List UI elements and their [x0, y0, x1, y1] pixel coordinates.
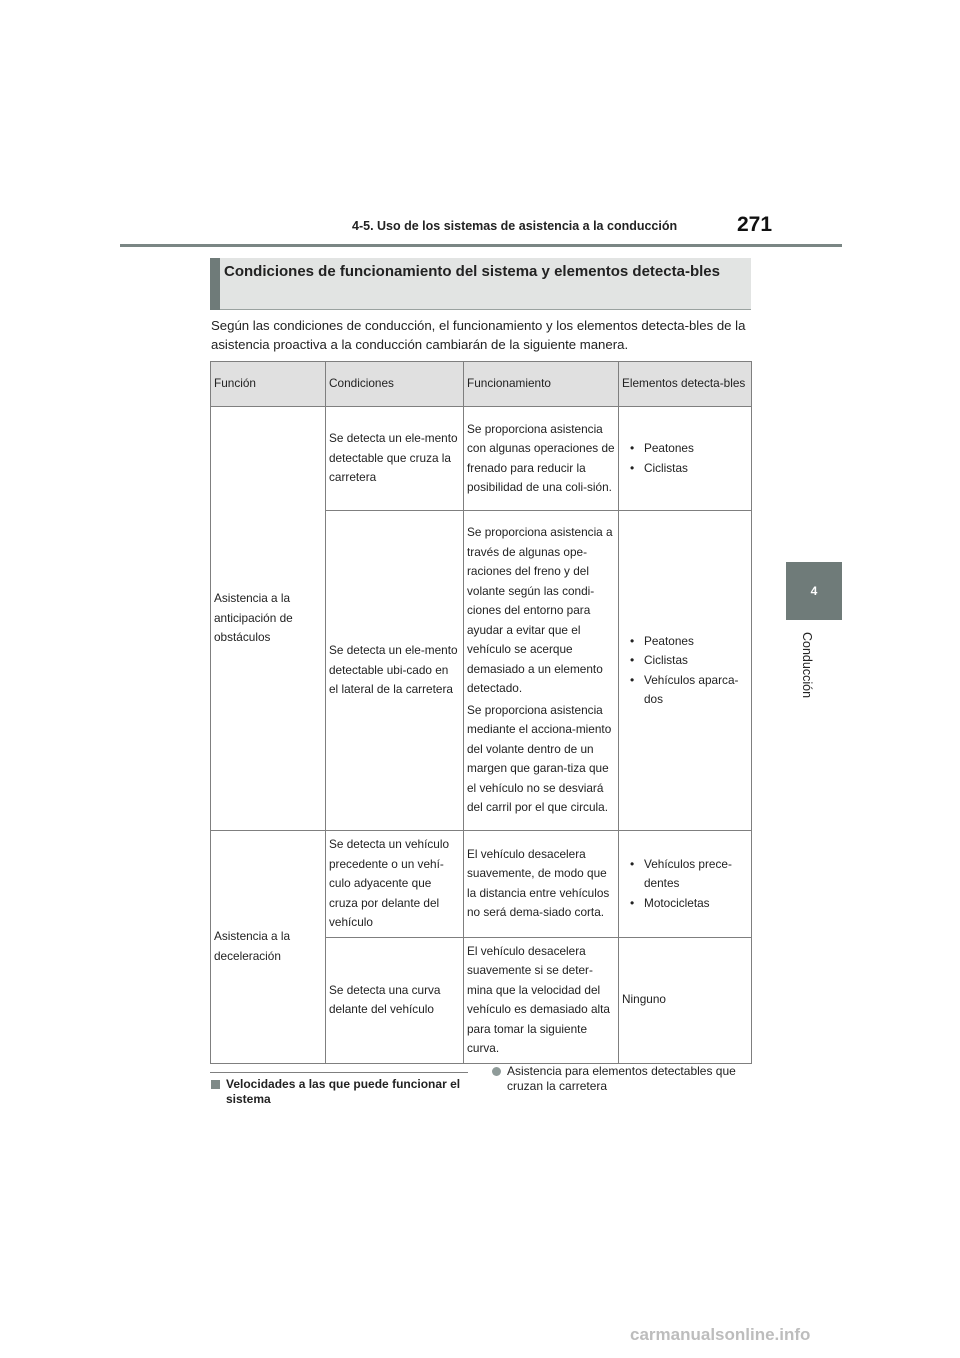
operation-cell [464, 937, 619, 1063]
footer-left-heading [211, 1077, 469, 1107]
list-item: • Vehículos prece-dentes [644, 855, 748, 894]
list-item: • Ciclistas [644, 459, 748, 479]
elements-cell [619, 511, 752, 831]
section-heading [210, 258, 751, 310]
function-cell: Asistencia a la anticipación de obstáculos [211, 407, 326, 831]
circle-bullet-icon [492, 1067, 501, 1076]
operation-text: Se proporciona asistencia a través de algunas ope-raciones del freno y del volante según las condi-ciones del entorno para ayudar a evitar que el vehículo se acerque demasiado a un elemento detectado. [467, 525, 613, 696]
column-header-function: Función [211, 362, 326, 407]
operation-cell [464, 407, 619, 511]
operation-text: El vehículo desacelera suavemente, de modo que la distancia entre vehículos no será dema-siado corta. [467, 846, 610, 920]
square-bullet-icon [211, 1080, 220, 1089]
operation-cell [464, 831, 619, 938]
footer-right-text: Asistencia para elementos detectables que cruzan la carretera [507, 1064, 736, 1093]
elements-cell [619, 831, 752, 938]
table-row [211, 831, 752, 938]
watermark-logo: carmanualsonline.info [630, 1325, 811, 1344]
list-item: • Ciclistas [644, 651, 748, 671]
operation-text: Se proporciona asistencia con algunas operaciones de frenado para reducir la posibilidad de una coli-sión. [467, 421, 615, 494]
elements-cell [619, 407, 752, 511]
operation-text: Se proporciona asistencia mediante el acciona-miento del volante dentro de un margen que garan-tiza que el vehículo no se desviará del carril por el que circula. [467, 702, 612, 815]
list-item: • Vehículos aparca-dos [644, 671, 748, 710]
conditions-table [210, 361, 752, 1064]
condition-cell: Se detecta un vehículo precedente o un vehí-culo adyacente que cruza por delante del vehículo [326, 831, 464, 938]
condition-cell: Se detecta un ele-mento detectable ubi-cado en el lateral de la carretera [326, 511, 464, 831]
footer-divider [210, 1072, 468, 1073]
column-header-elements: Elementos detecta-bles [619, 362, 752, 407]
table-row [211, 407, 752, 511]
footer-right-item [492, 1064, 752, 1094]
section-heading-text: Condiciones de funcionamiento del sistema y elementos detecta-bles [224, 263, 720, 280]
intro-paragraph: Según las condiciones de conducción, el funcionamiento y los elementos detecta-bles de la asistencia proactiva a la conducción cambiarán de la siguiente manera. [211, 318, 746, 352]
column-header-conditions: Condiciones [326, 362, 464, 407]
operation-cell [464, 511, 619, 831]
list-item: • Peatones [644, 632, 748, 652]
function-cell: Asistencia a la deceleración [211, 831, 326, 1064]
header-section-title: 4-5. Uso de los sistemas de asistencia a la conducción [352, 219, 678, 233]
chapter-tab[interactable]: 4 [786, 562, 842, 620]
operation-text: El vehículo desacelera suavemente si se deter-mina que la velocidad del vehículo es demasiado alta para tomar la siguiente curva. [467, 943, 610, 1055]
condition-cell: Se detecta un ele-mento detectable que cruza la carretera [326, 407, 464, 511]
chapter-tab-label: Conducción [800, 632, 814, 699]
condition-cell: Se detecta una curva delante del vehículo [326, 937, 464, 1063]
table-header-row [211, 362, 752, 407]
section-heading-bar [210, 258, 220, 310]
header-divider [120, 244, 842, 247]
footer-left-text: Velocidades a las que puede funcionar el sistema [226, 1077, 461, 1106]
page-number: 271 [737, 213, 773, 236]
list-item: • Peatones [644, 439, 748, 459]
column-header-operation: Funcionamiento [464, 362, 619, 407]
elements-cell: Ninguno [619, 937, 752, 1063]
list-item: • Motocicletas [644, 894, 748, 914]
